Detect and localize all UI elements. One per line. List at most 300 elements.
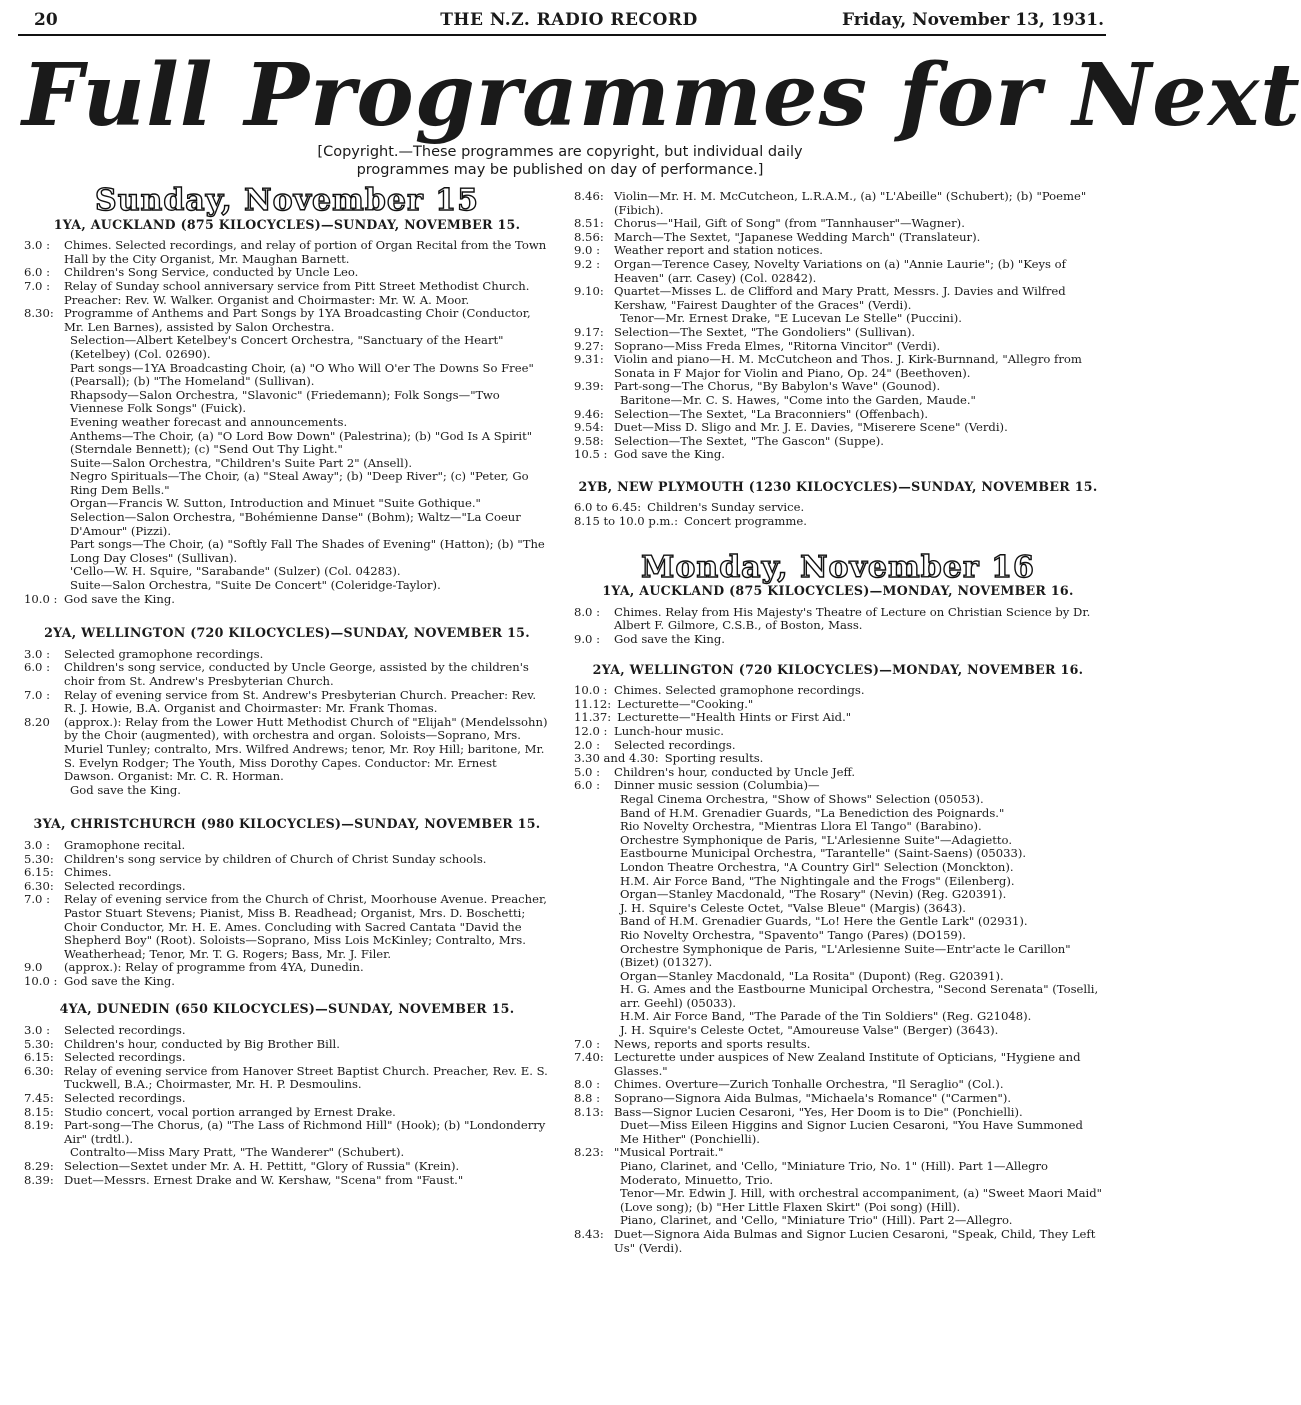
entry-text: Part songs—1YA Broadcasting Choir, (a) "O Who Will O'er The Downs So Free" (Pearsall); (b) "The Homeland" (Sullivan). — [70, 360, 534, 389]
sunday-heading: Sunday, November 15 — [95, 183, 479, 218]
entry-text: Piano, Clarinet, and 'Cello, "Miniature Trio, No. 1" (Hill). Part 1—Allegro Moderato, Minuetto, Trio. — [620, 1159, 1049, 1187]
program-entry — [574, 340, 1102, 354]
program-entry — [574, 353, 1102, 380]
program-entry — [574, 834, 1102, 848]
program-entry — [574, 1051, 1102, 1078]
program-list — [574, 684, 1102, 1255]
program-entry — [574, 861, 1102, 875]
entry-text: Bass—Signor Lucien Cesaroni, "Yes, Her Doom is to Die" (Ponchielli). — [614, 1104, 1023, 1119]
entry-time — [24, 389, 70, 416]
program-entry — [24, 511, 550, 538]
entry-text: (approx.): Relay of programme from 4YA, Dunedin. — [64, 960, 364, 975]
station-heading: 3YA, CHRISTCHURCH (980 KILOCYCLES)—SUNDAY, NOVEMBER 15. — [33, 816, 541, 832]
entry-text: 'Cello—W. H. Squire, "Sarabande" (Sulzer) (Col. 04283). — [70, 564, 401, 579]
entry-time: 6.0 : — [24, 660, 51, 675]
entry-time — [574, 1160, 620, 1187]
entry-time: 6.0 : — [574, 778, 601, 793]
entry-time: 9.27: — [574, 338, 604, 353]
entry-time — [24, 497, 70, 511]
entry-time — [574, 1187, 620, 1214]
program-list — [24, 239, 550, 606]
entry-time: 3.30 and 4.30: — [574, 751, 659, 766]
entry-text: Soprano—Miss Freda Elmes, "Ritorna Vincitor" (Verdi). — [614, 338, 941, 353]
station-heading: 2YB, NEW PLYMOUTH (1230 KILOCYCLES)—SUNDAY, NOVEMBER 15. — [578, 478, 1098, 494]
program-entry — [574, 515, 1102, 529]
entry-time: 11.12: — [574, 696, 612, 711]
entry-time — [574, 902, 620, 916]
entry-time — [574, 312, 620, 326]
program-entry — [24, 1174, 550, 1188]
program-entry — [24, 1106, 550, 1120]
entry-time — [574, 861, 620, 875]
program-entry — [574, 312, 1102, 326]
program-entry — [24, 538, 550, 565]
program-entry — [574, 902, 1102, 916]
entry-text: Duet—Messrs. Ernest Drake and W. Kershaw, "Scena" from "Faust." — [64, 1172, 464, 1187]
entry-time: 9.31: — [574, 352, 604, 367]
entry-time — [24, 565, 70, 579]
left-column — [24, 183, 550, 1187]
entry-time: 7.40: — [574, 1050, 604, 1065]
program-entry — [24, 1092, 550, 1106]
program-entry — [574, 983, 1102, 1010]
entry-text: Selected recordings. — [64, 1050, 186, 1065]
program-entry — [574, 807, 1102, 821]
program-entry — [24, 1038, 550, 1052]
program-entry — [574, 501, 1102, 515]
entry-time: 7.0 : — [24, 687, 51, 702]
entry-text: Selection—Sextet under Mr. A. H. Pettitt, "Glory of Russia" (Krein). — [64, 1159, 460, 1173]
entry-text: Chimes. Overture—Zurich Tonhalle Orchestra, "Il Seraglio" (Col.). — [614, 1077, 1004, 1092]
program-entry — [24, 893, 550, 961]
entry-text: London Theatre Orchestra, "A Country Girl" Selection (Monckton). — [620, 859, 1014, 874]
entry-time — [24, 470, 70, 497]
entry-time — [24, 538, 70, 565]
entry-text: Children's song service, conducted by Uncle George, assisted by the children's choir from St. Andrew's Presbyterian Church. — [64, 660, 529, 688]
issue-date: Friday, November 13, 1931. — [841, 10, 1104, 30]
entry-text: H.M. Air Force Band, "The Nightingale and the Frogs" (Eilenberg). — [620, 873, 1015, 888]
program-entry — [574, 711, 1102, 725]
entry-time — [24, 579, 70, 593]
entry-text: Selected recordings. — [614, 737, 736, 752]
entry-time: 9.54: — [574, 420, 604, 435]
entry-time: 7.0 : — [24, 892, 51, 907]
program-entry — [24, 975, 550, 989]
entry-time: 7.0 : — [574, 1036, 601, 1051]
program-entry — [24, 1024, 550, 1038]
program-list — [574, 190, 1102, 462]
entry-text: Children's Sunday service. — [647, 500, 805, 515]
entry-text: Lunch-hour music. — [614, 724, 724, 738]
entry-time: 9.0 : — [574, 243, 601, 258]
program-entry — [24, 1065, 550, 1092]
program-entry — [24, 1146, 550, 1160]
entry-text: Relay of evening service from the Church of Christ, Moorhouse Avenue. Preacher, Pastor Stuart Stevens; Pianist, Miss B. Readhead; Organist, Mrs. D. Boschetti; Choir Conductor, Mr. H. E. Ames. Concluding with Sacred Cantata "David the Shepherd Boy" (Root). Soloists—Soprano, Miss Lois McKinley; Contralto, Mrs. Weatherhead; Tenor, Mr. T. G. Rogers; Bass, Mr. J. Filer. — [64, 892, 547, 961]
entry-text: Piano, Clarinet, and 'Cello, "Miniature Trio" (Hill). Part 2—Allegro. — [620, 1213, 1013, 1228]
masthead: THE N.Z. RADIO RECORD — [440, 10, 698, 30]
program-entry — [24, 689, 550, 716]
entry-time: 8.56: — [574, 229, 604, 244]
program-entry — [574, 326, 1102, 340]
entry-text: J. H. Squire's Celeste Octet, "Amoureuse Valse" (Berger) (3643). — [620, 1023, 999, 1038]
entry-text: Lecturette—"Cooking." — [617, 696, 754, 711]
entry-time: 10.5 : — [574, 447, 608, 462]
entry-text: Anthems—The Choir, (a) "O Lord Bow Down" (Palestrina); (b) "God Is A Spirit" (Sterndale Bennett); (c) "Send Out Thy Light." — [70, 428, 533, 457]
entry-text: Band of H.M. Grenadier Guards, "La Benediction des Poignards." — [620, 805, 1005, 820]
program-entry — [24, 1051, 550, 1065]
program-entry — [24, 430, 550, 457]
program-entry — [574, 766, 1102, 780]
entry-text: Concert programme. — [684, 514, 807, 529]
entry-text: Selection—Salon Orchestra, "Bohémienne Danse" (Bohm); Waltz—"La Coeur D'Amour" (Pizzi). — [70, 510, 521, 538]
program-entry — [574, 633, 1102, 647]
program-entry — [24, 416, 550, 430]
entry-time — [574, 970, 620, 984]
entry-text: Lecturette—"Health Hints or First Aid." — [617, 710, 852, 725]
entry-text: Tenor—Mr. Ernest Drake, "E Lucevan Le Stelle" (Puccini). — [620, 311, 962, 326]
program-entry — [574, 793, 1102, 807]
entry-text: "Musical Portrait." — [614, 1145, 724, 1160]
entry-text: Rio Novelty Orchestra, "Mientras Llora El Tango" (Barabino). — [620, 819, 982, 834]
entry-text: Violin—Mr. H. M. McCutcheon, L.R.A.M., (a) "L'Abeille" (Schubert); (b) "Poeme" (Fibich). — [614, 189, 1087, 217]
entry-time — [574, 983, 620, 1010]
entry-time — [574, 1010, 620, 1024]
entry-time — [574, 820, 620, 834]
program-entry — [574, 1078, 1102, 1092]
entry-text: Chimes. Relay from His Majesty's Theatre of Lecture on Christian Science by Dr. Albert F. Gilmore, C.S.B., of Boston, Mass. — [614, 604, 1091, 633]
program-entry — [24, 853, 550, 867]
entry-text: Violin and piano—H. M. McCutcheon and Thos. J. Kirk-Burnnand, "Allegro from Sonata in F Major for Violin and Piano, Op. 24" (Beethoven). — [614, 352, 1082, 380]
entry-text: Gramophone recital. — [64, 837, 186, 852]
program-entry — [574, 684, 1102, 698]
entry-time — [574, 834, 620, 848]
entry-time — [24, 457, 70, 471]
entry-text: Eastbourne Municipal Orchestra, "Tarantelle" (Saint-Saens) (05033). — [620, 846, 1027, 861]
program-entry — [574, 231, 1102, 245]
entry-text: Children's hour, conducted by Uncle Jeff. — [614, 764, 856, 779]
program-list — [574, 606, 1102, 647]
program-entry — [574, 820, 1102, 834]
program-entry — [24, 784, 550, 798]
entry-time: 6.30: — [24, 878, 54, 893]
entry-time: 8.0 : — [574, 1077, 601, 1092]
entry-time — [24, 511, 70, 538]
entry-text: Orchestre Symphonique de Paris, "L'Arlesienne Suite"—Adagietto. — [620, 832, 1013, 847]
program-entry — [24, 565, 550, 579]
entry-text: Rio Novelty Orchestra, "Spavento" Tango (Pares) (DO159). — [620, 927, 966, 942]
entry-text: God save the King. — [614, 447, 725, 462]
entry-time: 9.58: — [574, 433, 604, 448]
entry-time: 3.0 : — [24, 646, 51, 661]
entry-text: Band of H.M. Grenadier Guards, "Lo! Here the Gentle Lark" (02931). — [620, 914, 1028, 929]
program-entry — [24, 716, 550, 784]
entry-time — [574, 875, 620, 889]
entry-text: Organ—Stanley Macdonald, "The Rosary" (Nevin) (Reg. G20391). — [620, 887, 1007, 902]
program-entry — [574, 875, 1102, 889]
entry-time: 8.46: — [574, 189, 604, 203]
program-entry — [574, 448, 1102, 462]
entry-time — [574, 1119, 620, 1146]
program-entry — [24, 334, 550, 361]
program-entry — [574, 888, 1102, 902]
program-entry — [574, 915, 1102, 929]
entry-time: 5.30: — [24, 1036, 54, 1051]
program-entry — [574, 421, 1102, 435]
entry-time — [574, 394, 620, 408]
entry-text: God save the King. — [70, 782, 181, 797]
entry-time: 8.15: — [24, 1104, 54, 1119]
program-entry — [24, 1119, 550, 1146]
entry-text: H. G. Ames and the Eastbourne Municipal Orchestra, "Second Serenata" (Toselli, arr. Geehl) (05033). — [620, 982, 1099, 1010]
program-entry — [574, 1146, 1102, 1160]
entry-text: Weather report and station notices. — [614, 243, 823, 258]
entry-time: 8.19: — [24, 1118, 54, 1133]
entry-text: Duet—Signora Aida Bulmas and Signor Lucien Cesaroni, "Speak, Child, They Left Us" (Verdi). — [614, 1226, 1096, 1255]
entry-time — [24, 362, 70, 389]
entry-time: 8.8 : — [574, 1091, 601, 1106]
entry-time: 8.30: — [24, 306, 54, 321]
entry-time: 10.0 : — [574, 683, 608, 698]
entry-time — [574, 1214, 620, 1228]
program-entry — [574, 1228, 1102, 1255]
entry-time: 8.13: — [574, 1104, 604, 1119]
entry-text: News, reports and sports results. — [614, 1036, 811, 1051]
entry-time: 6.0 : — [24, 265, 51, 280]
program-entry — [24, 593, 550, 607]
program-entry — [24, 307, 550, 334]
entry-text: Regal Cinema Orchestra, "Show of Shows" Selection (05053). — [620, 791, 984, 806]
entry-time: 6.30: — [24, 1063, 54, 1078]
copyright-notice: [Copyright.—These programmes are copyright, but individual daily programmes may be published on day of performance.] — [317, 144, 803, 178]
program-entry — [574, 285, 1102, 312]
entry-text: Chorus—"Hail, Gift of Song" (from "Tannhauser"—Wagner). — [614, 216, 965, 231]
entry-time: 9.17: — [574, 324, 604, 339]
program-entry — [574, 394, 1102, 408]
entry-text: Duet—Miss Eileen Higgins and Signor Lucien Cesaroni, "You Have Summoned Me Hither" (Ponchielli). — [620, 1118, 1083, 1146]
program-entry — [24, 457, 550, 471]
entry-text: Tenor—Mr. Edwin J. Hill, with orchestral accompaniment, (a) "Sweet Maori Maid" (Love song); (b) "Her Little Flaxen Skirt" (Poi song) (Hill). — [620, 1186, 1103, 1214]
entry-time: 3.0 : — [24, 837, 51, 852]
program-entry — [574, 1010, 1102, 1024]
entry-time: 9.10: — [574, 284, 604, 299]
entry-text: Relay of Sunday school anniversary service from Pitt Street Methodist Church. Preacher: Rev. W. Walker. Organist and Choirmaster: Mr. W. A. Moor. — [64, 278, 530, 307]
entry-time: 9.0 — [24, 960, 43, 975]
entry-text: Baritone—Mr. C. S. Hawes, "Come into the Garden, Maude." — [620, 392, 976, 407]
entry-text: Part-song—The Chorus, "By Babylon's Wave" (Gounod). — [614, 379, 941, 394]
entry-text: H.M. Air Force Band, "The Parade of the Tin Soldiers" (Reg. G21048). — [620, 1009, 1032, 1024]
program-entry — [24, 866, 550, 880]
page-number: 20 — [34, 10, 58, 30]
program-list — [574, 501, 1102, 528]
entry-time — [574, 1024, 620, 1038]
entry-text: Negro Spirituals—The Choir, (a) "Steal Away"; (b) "Deep River"; (c) "Peter, Go Ring Dem Bells." — [70, 469, 529, 497]
entry-time — [574, 943, 620, 970]
entry-time: 7.0 : — [24, 278, 51, 293]
program-entry — [574, 1187, 1102, 1214]
entry-text: Orchestre Symphonique de Paris, "L'Arlesienne Suite—Entr'acte le Carillon" (Bizet) (01327). — [620, 941, 1071, 970]
entry-text: God save the King. — [64, 591, 175, 606]
entry-time — [574, 929, 620, 943]
entry-time — [574, 915, 620, 929]
program-entry — [574, 408, 1102, 422]
entry-text: Children's Song Service, conducted by Uncle Leo. — [64, 265, 359, 280]
header-rule — [18, 34, 1106, 36]
entry-text: Studio concert, vocal portion arranged by Ernest Drake. — [64, 1104, 396, 1119]
entry-text: (approx.): Relay from the Lower Hutt Methodist Church of "Elijah" (Mendelssohn) by the Choir (augmented), with orchestra and organ. Soloists—Soprano, Mrs. Muriel Tunley; contralto, Mrs. Wilfred Andrews; tenor, Mr. Roy Hill; baritone, Mr. S. Evelyn Rodger; The Youth, Miss Dorothy Capes. Conductor: Mr. Ernest Dawson. Organist: Mr. C. R. Horman. — [64, 714, 548, 784]
program-entry — [574, 1024, 1102, 1038]
program-list — [24, 648, 550, 798]
entry-text: Relay of evening service from St. Andrew's Presbyterian Church. Preacher: Rev. R. J. Howie, B.A. Organist and Choirmaster: Mr. Frank Thomas. — [64, 687, 537, 716]
program-entry — [574, 1160, 1102, 1187]
entry-time: 3.0 : — [24, 238, 51, 253]
program-list — [24, 839, 550, 989]
entry-time — [574, 888, 620, 902]
program-entry — [574, 1038, 1102, 1052]
entry-time: 8.29: — [24, 1159, 54, 1173]
entry-text: Part-song—The Chorus, (a) "The Lass of Richmond Hill" (Hook); (b) "Londonderry Air" (trdtl.). — [64, 1118, 546, 1146]
program-entry — [24, 1160, 550, 1174]
entry-text: Organ—Francis W. Sutton, Introduction and Minuet "Suite Gothique." — [70, 496, 481, 511]
entry-text: Sporting results. — [664, 751, 764, 766]
program-entry — [574, 739, 1102, 753]
entry-time: 9.46: — [574, 406, 604, 421]
program-entry — [24, 497, 550, 511]
program-entry — [574, 847, 1102, 861]
entry-time: 2.0 : — [574, 737, 601, 752]
entry-time — [574, 847, 620, 861]
program-entry — [574, 244, 1102, 258]
program-entry — [574, 190, 1102, 217]
station-heading: 4YA, DUNEDIN (650 KILOCYCLES)—SUNDAY, NOVEMBER 15. — [59, 1001, 515, 1017]
entry-text: Programme of Anthems and Part Songs by 1YA Broadcasting Choir (Conductor, Mr. Len Barnes), assisted by Salon Orchestra. — [64, 306, 531, 334]
entry-text: Selection—The Sextet, "The Gascon" (Suppe). — [614, 433, 884, 448]
entry-time — [24, 1146, 70, 1160]
right-column — [574, 190, 1102, 1255]
entry-time: 10.0 : — [24, 973, 58, 988]
program-list — [24, 1024, 550, 1187]
entry-text: Relay of evening service from Hanover Street Baptist Church. Preacher, Rev. E. S. Tuckwell, B.A.; Choirmaster, Mr. H. P. Desmoulins. — [64, 1063, 548, 1092]
entry-time: 10.0 : — [24, 591, 58, 606]
program-entry — [574, 380, 1102, 394]
program-entry — [24, 239, 550, 266]
entry-text: Children's hour, conducted by Big Brother Bill. — [64, 1036, 340, 1051]
entry-time: 5.0 : — [574, 764, 601, 779]
entry-time: 6.15: — [24, 1050, 54, 1065]
program-entry — [24, 661, 550, 688]
entry-text: Contralto—Miss Mary Pratt, "The Wanderer" (Schubert). — [70, 1145, 405, 1160]
entry-text: Selection—The Sextet, "La Braconniers" (Offenbach). — [614, 406, 929, 421]
entry-text: Part songs—The Choir, (a) "Softly Fall The Shades of Evening" (Hatton); (b) "The Long Day Closes" (Sullivan). — [70, 537, 545, 565]
program-entry — [574, 752, 1102, 766]
entry-text: Soprano—Signora Aida Bulmas, "Michaela's Romance" ("Carmen"). — [614, 1091, 1012, 1106]
entry-text: Suite—Salon Orchestra, "Suite De Concert" (Coleridge-Taylor). — [70, 578, 441, 593]
program-entry — [24, 280, 550, 307]
entry-text: Evening weather forecast and announcements. — [70, 414, 348, 429]
entry-time: 6.0 to 6.45: — [574, 500, 642, 515]
entry-text: Quartet—Misses L. de Clifford and Mary Pratt, Messrs. J. Davies and Wilfred Kershaw, "Fairest Daughter of the Graces" (Verdi). — [614, 284, 1066, 312]
entry-time: 3.0 : — [24, 1023, 51, 1038]
program-entry — [24, 266, 550, 280]
entry-text: Lecturette under auspices of New Zealand Institute of Opticians, "Hygiene and Glasses." — [614, 1050, 1081, 1078]
entry-text: Organ—Terence Casey, Novelty Variations on (a) "Annie Laurie"; (b) "Keys of Heaven" (arr. Casey) (Col. 02842). — [614, 256, 1066, 285]
entry-time: 11.37: — [574, 710, 612, 725]
entry-time — [24, 334, 70, 361]
entry-text: Duet—Miss D. Sligo and Mr. J. E. Davies, "Miserere Scene" (Verdi). — [614, 420, 1008, 435]
program-entry — [24, 839, 550, 853]
entry-time: 8.51: — [574, 216, 604, 231]
program-entry — [24, 389, 550, 416]
entry-text: Chimes. Selected recordings, and relay of portion of Organ Recital from the Town Hall by the City Organist, Mr. Maughan Barnett. — [64, 238, 547, 266]
entry-text: J. H. Squire's Celeste Octet, "Valse Bleue" (Margis) (3643). — [620, 900, 966, 915]
entry-time: 6.15: — [24, 865, 54, 880]
station-heading: 2YA, WELLINGTON (720 KILOCYCLES)—MONDAY, NOVEMBER 16. — [592, 661, 1084, 677]
entry-text: Selected gramophone recordings. — [64, 646, 264, 661]
entry-text: Rhapsody—Salon Orchestra, "Slavonic" (Friedemann); Folk Songs—"Two Viennese Folk Songs" (Fuick). — [70, 387, 500, 416]
program-entry — [574, 943, 1102, 970]
entry-text: Selection—Albert Ketelbey's Concert Orchestra, "Sanctuary of the Heart" (Ketelbey) (Col. 02690). — [70, 333, 504, 361]
program-entry — [574, 698, 1102, 712]
program-entry — [24, 362, 550, 389]
entry-time: 8.39: — [24, 1172, 54, 1187]
entry-text: Selected recordings. — [64, 878, 186, 893]
entry-time — [24, 416, 70, 430]
entry-time: 8.20 — [24, 714, 50, 729]
entry-time — [574, 793, 620, 807]
program-entry — [574, 1092, 1102, 1106]
page-banner: Full Programmes for Next — [22, 45, 1301, 146]
entry-time: 7.45: — [24, 1091, 54, 1106]
entry-text: Selected recordings. — [64, 1023, 186, 1038]
entry-time: 8.23: — [574, 1145, 604, 1160]
program-entry — [574, 970, 1102, 984]
entry-time: 8.0 : — [574, 604, 601, 619]
entry-text: March—The Sextet, "Japanese Wedding March" (Translateur). — [614, 229, 981, 244]
program-entry — [24, 579, 550, 593]
station-heading: 1YA, AUCKLAND (875 KILOCYCLES)—MONDAY, NOVEMBER 16. — [602, 583, 1074, 599]
program-entry — [574, 725, 1102, 739]
program-entry — [574, 1119, 1102, 1146]
entry-text: God save the King. — [614, 632, 725, 647]
program-entry — [24, 648, 550, 662]
entry-time: 9.39: — [574, 379, 604, 394]
entry-text: Suite—Salon Orchestra, "Children's Suite Part 2" (Ansell). — [70, 455, 413, 470]
program-entry — [574, 929, 1102, 943]
entry-time: 8.15 to 10.0 p.m.: — [574, 514, 679, 529]
entry-time — [24, 784, 70, 798]
program-entry — [574, 1106, 1102, 1120]
program-entry — [574, 606, 1102, 633]
entry-text: Dinner music session (Columbia)— — [614, 778, 820, 793]
program-entry — [574, 1214, 1102, 1228]
entry-time: 5.30: — [24, 851, 54, 866]
entry-text: Selection—The Sextet, "The Gondoliers" (Sullivan). — [614, 324, 916, 339]
entry-time — [574, 807, 620, 821]
program-entry — [24, 470, 550, 497]
page-header — [34, 8, 1104, 34]
program-entry — [574, 779, 1102, 793]
program-entry — [574, 435, 1102, 449]
monday-heading: Monday, November 16 — [641, 549, 1035, 585]
entry-text: Chimes. Selected gramophone recordings. — [614, 683, 865, 698]
entry-text: Selected recordings. — [64, 1091, 186, 1106]
entry-time: 9.2 : — [574, 256, 601, 271]
station-heading: 2YA, WELLINGTON (720 KILOCYCLES)—SUNDAY, NOVEMBER 15. — [44, 625, 530, 641]
entry-text: Children's song service by children of Church of Christ Sunday schools. — [64, 851, 487, 866]
entry-text: God save the King. — [64, 973, 175, 988]
program-entry — [24, 961, 550, 975]
entry-time: 8.43: — [574, 1226, 604, 1241]
station-heading: 1YA, AUCKLAND (875 KILOCYCLES)—SUNDAY, NOVEMBER 15. — [53, 216, 521, 232]
